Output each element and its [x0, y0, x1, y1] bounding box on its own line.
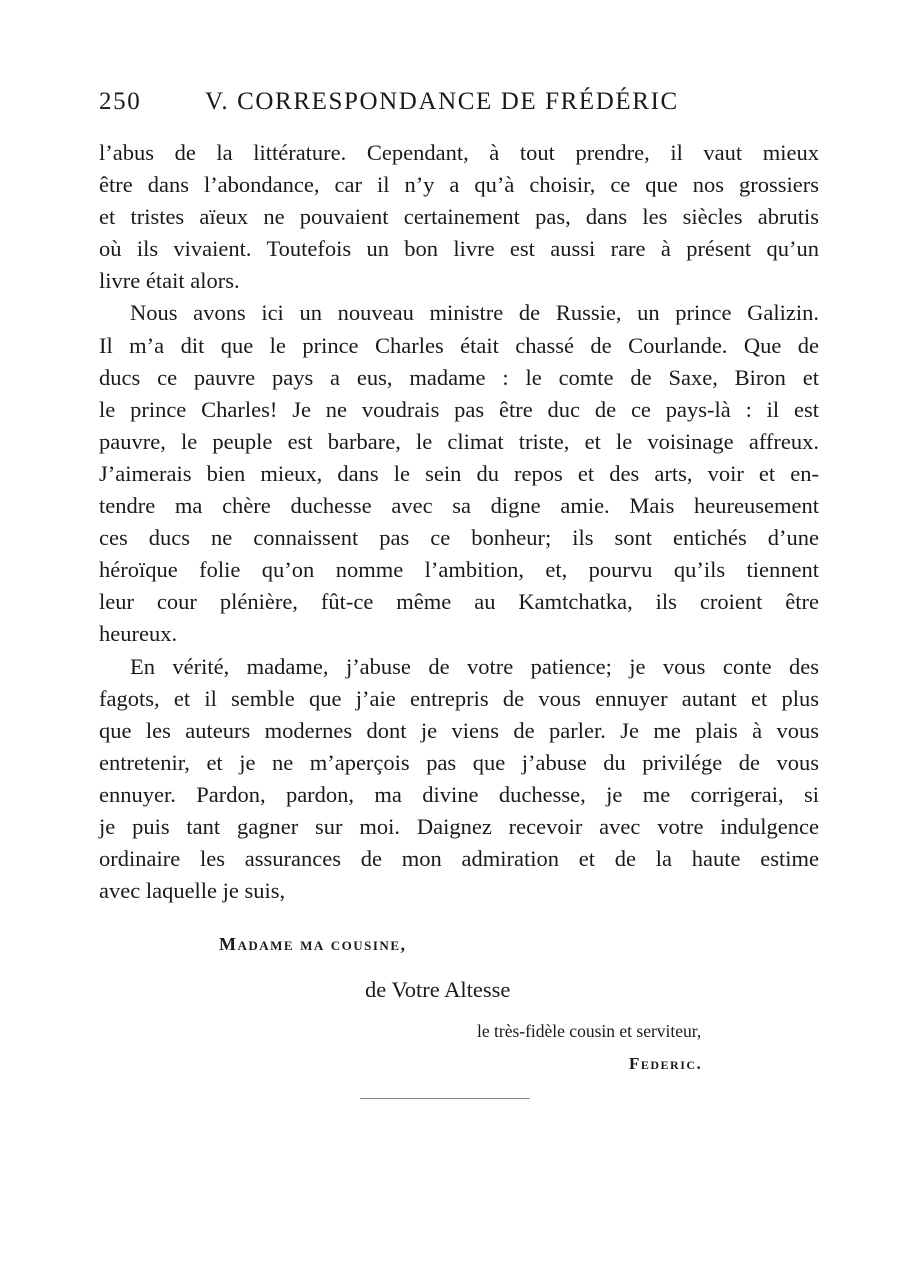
text-line: ducs ce pauvre pays a eus, madame : le comte de Saxe, Biron et — [99, 364, 819, 390]
running-title: V. CORRESPONDANCE DE FRÉDÉRIC — [205, 88, 679, 115]
end-rule-divider — [360, 1098, 530, 1099]
text-line: J’aimerais bien mieux, dans le sein du repos et des arts, voir et en- — [99, 460, 819, 486]
text-line: Nous avons ici un nouveau ministre de Russie, un prince Galizin. — [130, 300, 819, 326]
text-line: livre était alors. — [99, 268, 240, 294]
closing-servant-line: le très-fidèle cousin et serviteur, — [477, 1021, 702, 1041]
text-line: où ils vivaient. Toutefois un bon livre est aussi rare à présent qu’un — [99, 236, 819, 262]
text-line: entretenir, et je ne m’aperçois pas que j’abuse du privilége de vous — [99, 749, 819, 775]
text-line: et tristes aïeux ne pouvaient certainement pas, dans les siècles abrutis — [99, 204, 819, 230]
paragraph-3 — [99, 651, 819, 908]
text-line: je puis tant gagner sur moi. Daignez recevoir avec votre indulgence — [99, 813, 819, 839]
page-number: 250 — [99, 88, 142, 115]
text-line: En vérité, madame, j’abuse de votre patience; je vous conte des — [130, 653, 819, 679]
text-line: tendre ma chère duchesse avec sa digne amie. Mais heureusement — [99, 493, 819, 519]
text-line: que les auteurs modernes dont je viens de parler. Je me plais à vous — [99, 717, 819, 743]
text-line: ces ducs ne connaissent pas ce bonheur; ils sont entichés d’une — [99, 525, 819, 551]
letter-body — [99, 137, 819, 907]
text-line: héroïque folie qu’on nomme l’ambition, et, pourvu qu’ils tiennent — [99, 557, 819, 583]
text-line: l’abus de la littérature. Cependant, à tout prendre, il vaut mieux — [99, 140, 819, 165]
page-header — [99, 88, 819, 122]
closing-altesse: de Votre Altesse — [365, 977, 511, 1002]
text-line: Il m’a dit que le prince Charles était chassé de Courlande. Que de — [99, 332, 819, 358]
text-line: ordinaire les assurances de mon admiration et de la haute estime — [99, 846, 819, 872]
paragraph-2 — [99, 297, 819, 650]
paragraph-1 — [99, 137, 819, 297]
text-line: fagots, et il semble que j’aie entrepris de vous ennuyer autant et plus — [99, 685, 819, 711]
text-line: le prince Charles! Je ne voudrais pas être duc de ce pays-là : il est — [99, 396, 819, 422]
text-line: ennuyer. Pardon, pardon, ma divine duchesse, je me corrigerai, si — [99, 781, 819, 807]
text-line: pauvre, le peuple est barbare, le climat triste, et le voisinage affreux. — [99, 428, 819, 454]
text-line: heureux. — [99, 621, 178, 647]
text-line: être dans l’abondance, car il n’y a qu’à choisir, ce que nos grossiers — [99, 172, 819, 198]
text-line: leur cour plénière, fût-ce même au Kamtchatka, ils croient être — [99, 589, 819, 615]
text-line: avec laquelle je suis, — [99, 878, 286, 904]
signature: Federic. — [629, 1054, 703, 1073]
closing-salutation: Madame ma cousine, — [219, 934, 407, 954]
